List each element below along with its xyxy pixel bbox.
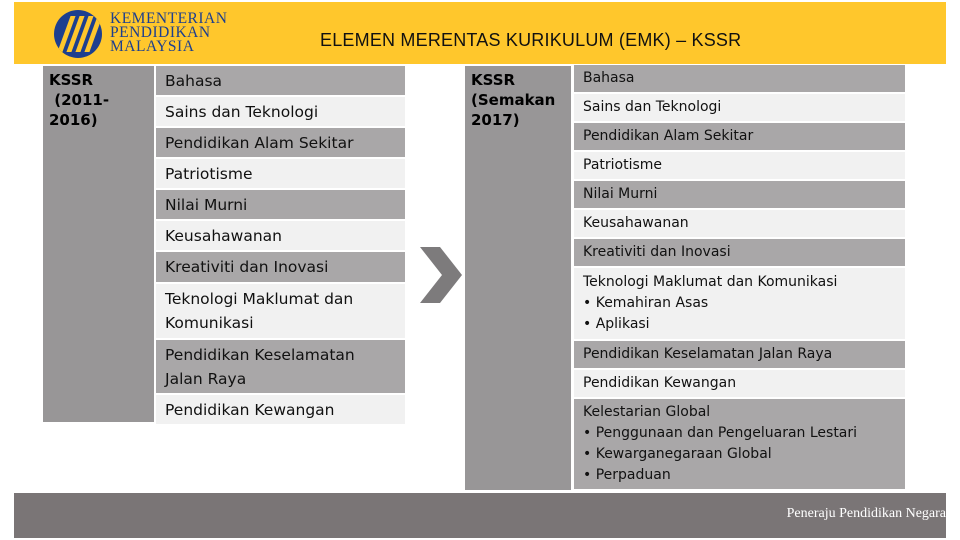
list-item-line: Kreativiti dan Inovasi xyxy=(165,258,329,276)
list-item-line: • Kemahiran Asas xyxy=(583,295,709,311)
list-item-line: Pendidikan Kewangan xyxy=(583,375,737,391)
list-item-line: Sains dan Teknologi xyxy=(165,102,319,121)
list-item-line: Keusahawanan xyxy=(583,215,689,231)
logo-line: PENDIDIKAN xyxy=(110,24,211,41)
list-item xyxy=(156,190,405,219)
list-item xyxy=(574,152,905,179)
list-item-line: Nilai Murni xyxy=(583,186,658,202)
page-title: ELEMEN MERENTAS KURIKULUM (EMK) – KSSR xyxy=(320,30,742,50)
list-item-line: Teknologi Maklumat dan xyxy=(165,290,354,308)
list-item-line: Jalan Raya xyxy=(165,369,247,388)
ministry-logo xyxy=(54,10,274,60)
list-item-line: • Perpaduan xyxy=(583,467,671,483)
list-item-line: Bahasa xyxy=(583,70,635,86)
label-line: 2016) xyxy=(49,111,98,129)
list-item-line: Patriotisme xyxy=(165,164,253,183)
list-item xyxy=(156,252,405,282)
list-item-line: Kreativiti dan Inovasi xyxy=(583,244,731,260)
list-item xyxy=(574,268,905,339)
list-item xyxy=(574,181,905,208)
label-line: (Semakan xyxy=(471,91,556,109)
list-item-line: • Aplikasi xyxy=(583,316,650,332)
list-item-line: Pendidikan Alam Sekitar xyxy=(165,133,354,152)
list-item-line: Bahasa xyxy=(165,71,223,90)
list-item xyxy=(156,340,405,393)
list-item xyxy=(574,239,905,266)
chevron-right-icon xyxy=(418,245,464,305)
kssr-2017-label xyxy=(465,66,571,490)
list-item-line: Teknologi Maklumat dan Komunikasi xyxy=(583,274,838,290)
list-item xyxy=(574,65,905,92)
list-item-line: Pendidikan Keselamatan xyxy=(165,345,355,364)
list-item-line: Patriotisme xyxy=(583,157,663,173)
list-item xyxy=(574,370,905,397)
label-line: KSSR xyxy=(49,71,94,89)
list-item-line: • Penggunaan dan Pengeluaran Lestari xyxy=(583,425,858,441)
list-item xyxy=(156,97,405,126)
list-item xyxy=(156,395,405,424)
list-item-line: Kelestarian Global xyxy=(583,404,711,420)
logo-text xyxy=(110,12,227,54)
list-item xyxy=(574,210,905,237)
list-item-line: Pendidikan Alam Sekitar xyxy=(583,128,754,144)
footer-tagline: Peneraju Pendidikan Negara xyxy=(786,506,946,521)
list-item-line: Keusahawanan xyxy=(165,226,282,245)
list-item xyxy=(156,159,405,188)
list-item xyxy=(156,221,405,250)
footer-bar xyxy=(14,493,946,538)
list-item xyxy=(574,94,905,121)
header-bar xyxy=(14,2,946,64)
logo-line: MALAYSIA xyxy=(110,38,195,55)
kssr-2011-label xyxy=(43,66,154,422)
list-item-line: Sains dan Teknologi xyxy=(583,99,722,115)
logo-line: KEMENTERIAN xyxy=(110,10,228,27)
list-item xyxy=(156,128,405,157)
list-item xyxy=(156,284,405,338)
ministry-emblem-icon xyxy=(54,10,102,58)
label-line: KSSR xyxy=(471,71,516,89)
list-item-line: Pendidikan Keselamatan Jalan Raya xyxy=(583,346,833,362)
list-item xyxy=(574,123,905,150)
label-line: 2017) xyxy=(471,111,520,129)
list-item xyxy=(156,66,405,95)
list-item-line: Komunikasi xyxy=(165,314,254,332)
list-item xyxy=(574,341,905,368)
list-item xyxy=(574,399,905,489)
list-item-line: • Kewarganegaraan Global xyxy=(583,446,772,462)
list-item-line: Pendidikan Kewangan xyxy=(165,400,335,419)
list-item-line: Nilai Murni xyxy=(165,195,248,214)
label-line: (2011- xyxy=(49,91,110,109)
